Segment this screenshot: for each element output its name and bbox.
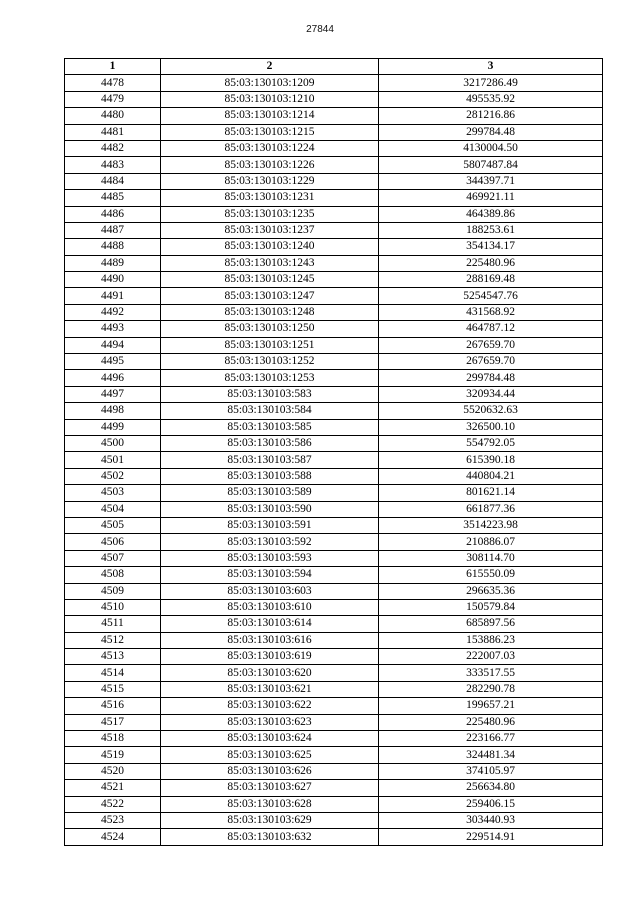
table-row xyxy=(65,747,603,763)
table-row xyxy=(65,272,603,288)
value-cell: 199657.21 xyxy=(379,698,603,714)
row-number-cell: 4505 xyxy=(65,517,161,533)
value-cell: 464389.86 xyxy=(379,206,603,222)
value-cell: 333517.55 xyxy=(379,665,603,681)
value-cell: 299784.48 xyxy=(379,124,603,140)
cadastral-number-cell: 85:03:130103:1248 xyxy=(161,304,379,320)
table-row xyxy=(65,354,603,370)
cadastral-number-cell: 85:03:130103:625 xyxy=(161,747,379,763)
cadastral-number-cell: 85:03:130103:624 xyxy=(161,731,379,747)
cadastral-number-cell: 85:03:130103:586 xyxy=(161,435,379,451)
value-cell: 554792.05 xyxy=(379,435,603,451)
table-row xyxy=(65,124,603,140)
value-cell: 225480.96 xyxy=(379,255,603,271)
table-row xyxy=(65,812,603,828)
table-row xyxy=(65,517,603,533)
row-number-cell: 4501 xyxy=(65,452,161,468)
row-number-cell: 4488 xyxy=(65,239,161,255)
row-number-cell: 4517 xyxy=(65,714,161,730)
cadastral-number-cell: 85:03:130103:583 xyxy=(161,386,379,402)
value-cell: 495535.92 xyxy=(379,91,603,107)
cadastral-number-cell: 85:03:130103:619 xyxy=(161,649,379,665)
cadastral-number-cell: 85:03:130103:1214 xyxy=(161,108,379,124)
table-row xyxy=(65,403,603,419)
table-row xyxy=(65,140,603,156)
cadastral-number-cell: 85:03:130103:1243 xyxy=(161,255,379,271)
row-number-cell: 4520 xyxy=(65,763,161,779)
table-row xyxy=(65,435,603,451)
row-number-cell: 4519 xyxy=(65,747,161,763)
value-cell: 267659.70 xyxy=(379,354,603,370)
cadastral-number-cell: 85:03:130103:622 xyxy=(161,698,379,714)
value-cell: 661877.36 xyxy=(379,501,603,517)
value-cell: 282290.78 xyxy=(379,681,603,697)
cadastral-number-cell: 85:03:130103:1210 xyxy=(161,91,379,107)
row-number-cell: 4480 xyxy=(65,108,161,124)
table-row xyxy=(65,698,603,714)
value-cell: 153886.23 xyxy=(379,632,603,648)
row-number-cell: 4512 xyxy=(65,632,161,648)
table-row xyxy=(65,206,603,222)
table-row xyxy=(65,452,603,468)
cadastral-number-cell: 85:03:130103:591 xyxy=(161,517,379,533)
cadastral-number-cell: 85:03:130103:616 xyxy=(161,632,379,648)
row-number-cell: 4491 xyxy=(65,288,161,304)
value-cell: 374105.97 xyxy=(379,763,603,779)
row-number-cell: 4485 xyxy=(65,190,161,206)
cadastral-number-cell: 85:03:130103:594 xyxy=(161,567,379,583)
row-number-cell: 4523 xyxy=(65,812,161,828)
cadastral-number-cell: 85:03:130103:585 xyxy=(161,419,379,435)
table-row xyxy=(65,649,603,665)
cadastral-number-cell: 85:03:130103:626 xyxy=(161,763,379,779)
row-number-cell: 4493 xyxy=(65,321,161,337)
cadastral-number-cell: 85:03:130103:627 xyxy=(161,780,379,796)
cadastral-number-cell: 85:03:130103:1215 xyxy=(161,124,379,140)
value-cell: 256634.80 xyxy=(379,780,603,796)
cadastral-number-cell: 85:03:130103:1229 xyxy=(161,173,379,189)
value-cell: 229514.91 xyxy=(379,829,603,845)
row-number-cell: 4510 xyxy=(65,599,161,615)
row-number-cell: 4497 xyxy=(65,386,161,402)
table-row xyxy=(65,108,603,124)
value-cell: 3217286.49 xyxy=(379,75,603,91)
row-number-cell: 4524 xyxy=(65,829,161,845)
row-number-cell: 4498 xyxy=(65,403,161,419)
row-number-cell: 4513 xyxy=(65,649,161,665)
value-cell: 223166.77 xyxy=(379,731,603,747)
value-cell: 281216.86 xyxy=(379,108,603,124)
value-cell: 324481.34 xyxy=(379,747,603,763)
cadastral-number-cell: 85:03:130103:620 xyxy=(161,665,379,681)
table-row xyxy=(65,599,603,615)
row-number-cell: 4515 xyxy=(65,681,161,697)
cadastral-number-cell: 85:03:130103:628 xyxy=(161,796,379,812)
table-row xyxy=(65,75,603,91)
cadastral-number-cell: 85:03:130103:1245 xyxy=(161,272,379,288)
table-row xyxy=(65,337,603,353)
value-cell: 464787.12 xyxy=(379,321,603,337)
row-number-cell: 4479 xyxy=(65,91,161,107)
table-row xyxy=(65,829,603,845)
row-number-cell: 4490 xyxy=(65,272,161,288)
table-body xyxy=(65,75,603,845)
cadastral-number-cell: 85:03:130103:592 xyxy=(161,534,379,550)
value-cell: 5254547.76 xyxy=(379,288,603,304)
cadastral-number-cell: 85:03:130103:587 xyxy=(161,452,379,468)
value-cell: 4130004.50 xyxy=(379,140,603,156)
value-cell: 431568.92 xyxy=(379,304,603,320)
row-number-cell: 4482 xyxy=(65,140,161,156)
table-row xyxy=(65,534,603,550)
cadastral-number-cell: 85:03:130103:1247 xyxy=(161,288,379,304)
table-row xyxy=(65,780,603,796)
table-row xyxy=(65,190,603,206)
cadastral-number-cell: 85:03:130103:632 xyxy=(161,829,379,845)
value-cell: 222007.03 xyxy=(379,649,603,665)
column-header-3: 3 xyxy=(379,59,603,75)
row-number-cell: 4521 xyxy=(65,780,161,796)
table-row xyxy=(65,321,603,337)
table-row xyxy=(65,239,603,255)
page-number: 27844 xyxy=(306,24,334,35)
row-number-cell: 4507 xyxy=(65,550,161,566)
table-row xyxy=(65,304,603,320)
cadastral-number-cell: 85:03:130103:1237 xyxy=(161,222,379,238)
value-cell: 440804.21 xyxy=(379,468,603,484)
cadastral-number-cell: 85:03:130103:629 xyxy=(161,812,379,828)
value-cell: 299784.48 xyxy=(379,370,603,386)
value-cell: 225480.96 xyxy=(379,714,603,730)
table-row xyxy=(65,763,603,779)
row-number-cell: 4489 xyxy=(65,255,161,271)
cadastral-number-cell: 85:03:130103:1226 xyxy=(161,157,379,173)
column-header-1: 1 xyxy=(65,59,161,75)
column-header-2: 2 xyxy=(161,59,379,75)
table-row xyxy=(65,485,603,501)
row-number-cell: 4487 xyxy=(65,222,161,238)
value-cell: 685897.56 xyxy=(379,616,603,632)
value-cell: 5807487.84 xyxy=(379,157,603,173)
row-number-cell: 4506 xyxy=(65,534,161,550)
value-cell: 267659.70 xyxy=(379,337,603,353)
value-cell: 210886.07 xyxy=(379,534,603,550)
table-row xyxy=(65,583,603,599)
table-row xyxy=(65,796,603,812)
cadastral-number-cell: 85:03:130103:588 xyxy=(161,468,379,484)
table-row xyxy=(65,288,603,304)
table-row xyxy=(65,681,603,697)
table-row xyxy=(65,468,603,484)
table-row xyxy=(65,386,603,402)
cadastral-number-cell: 85:03:130103:1224 xyxy=(161,140,379,156)
table-row xyxy=(65,222,603,238)
cadastral-number-cell: 85:03:130103:593 xyxy=(161,550,379,566)
table-row xyxy=(65,91,603,107)
value-cell: 150579.84 xyxy=(379,599,603,615)
cadastral-number-cell: 85:03:130103:589 xyxy=(161,485,379,501)
cadastral-number-cell: 85:03:130103:1250 xyxy=(161,321,379,337)
table-row xyxy=(65,501,603,517)
value-cell: 308114.70 xyxy=(379,550,603,566)
value-cell: 326500.10 xyxy=(379,419,603,435)
row-number-cell: 4502 xyxy=(65,468,161,484)
row-number-cell: 4508 xyxy=(65,567,161,583)
value-cell: 354134.17 xyxy=(379,239,603,255)
cadastral-number-cell: 85:03:130103:621 xyxy=(161,681,379,697)
cadastral-number-cell: 85:03:130103:590 xyxy=(161,501,379,517)
row-number-cell: 4494 xyxy=(65,337,161,353)
row-number-cell: 4514 xyxy=(65,665,161,681)
row-number-cell: 4500 xyxy=(65,435,161,451)
value-cell: 615390.18 xyxy=(379,452,603,468)
cadastral-number-cell: 85:03:130103:1231 xyxy=(161,190,379,206)
table-row xyxy=(65,731,603,747)
table-row xyxy=(65,714,603,730)
value-cell: 259406.15 xyxy=(379,796,603,812)
cadastral-number-cell: 85:03:130103:614 xyxy=(161,616,379,632)
value-cell: 344397.71 xyxy=(379,173,603,189)
table-row xyxy=(65,255,603,271)
value-cell: 288169.48 xyxy=(379,272,603,288)
cadastral-number-cell: 85:03:130103:1252 xyxy=(161,354,379,370)
row-number-cell: 4518 xyxy=(65,731,161,747)
cadastral-number-cell: 85:03:130103:1253 xyxy=(161,370,379,386)
row-number-cell: 4484 xyxy=(65,173,161,189)
row-number-cell: 4522 xyxy=(65,796,161,812)
row-number-cell: 4516 xyxy=(65,698,161,714)
value-cell: 469921.11 xyxy=(379,190,603,206)
cadastral-number-cell: 85:03:130103:1251 xyxy=(161,337,379,353)
row-number-cell: 4478 xyxy=(65,75,161,91)
table-row xyxy=(65,419,603,435)
row-number-cell: 4483 xyxy=(65,157,161,173)
cadastral-number-cell: 85:03:130103:584 xyxy=(161,403,379,419)
cadastral-number-cell: 85:03:130103:623 xyxy=(161,714,379,730)
table-row xyxy=(65,567,603,583)
table-row xyxy=(65,550,603,566)
value-cell: 615550.09 xyxy=(379,567,603,583)
table-header-row xyxy=(65,59,603,75)
row-number-cell: 4495 xyxy=(65,354,161,370)
cadastral-number-cell: 85:03:130103:603 xyxy=(161,583,379,599)
row-number-cell: 4492 xyxy=(65,304,161,320)
row-number-cell: 4509 xyxy=(65,583,161,599)
value-cell: 5520632.63 xyxy=(379,403,603,419)
row-number-cell: 4499 xyxy=(65,419,161,435)
value-cell: 3514223.98 xyxy=(379,517,603,533)
table-row xyxy=(65,370,603,386)
row-number-cell: 4503 xyxy=(65,485,161,501)
cadastral-number-cell: 85:03:130103:1209 xyxy=(161,75,379,91)
cadastral-number-cell: 85:03:130103:1240 xyxy=(161,239,379,255)
value-cell: 296635.36 xyxy=(379,583,603,599)
table-row xyxy=(65,665,603,681)
row-number-cell: 4504 xyxy=(65,501,161,517)
row-number-cell: 4511 xyxy=(65,616,161,632)
row-number-cell: 4486 xyxy=(65,206,161,222)
value-cell: 801621.14 xyxy=(379,485,603,501)
value-cell: 188253.61 xyxy=(379,222,603,238)
cadastral-number-cell: 85:03:130103:610 xyxy=(161,599,379,615)
data-table xyxy=(64,58,603,846)
cadastral-number-cell: 85:03:130103:1235 xyxy=(161,206,379,222)
table-row xyxy=(65,632,603,648)
row-number-cell: 4496 xyxy=(65,370,161,386)
table-row xyxy=(65,616,603,632)
table-row xyxy=(65,157,603,173)
row-number-cell: 4481 xyxy=(65,124,161,140)
table-row xyxy=(65,173,603,189)
value-cell: 303440.93 xyxy=(379,812,603,828)
value-cell: 320934.44 xyxy=(379,386,603,402)
